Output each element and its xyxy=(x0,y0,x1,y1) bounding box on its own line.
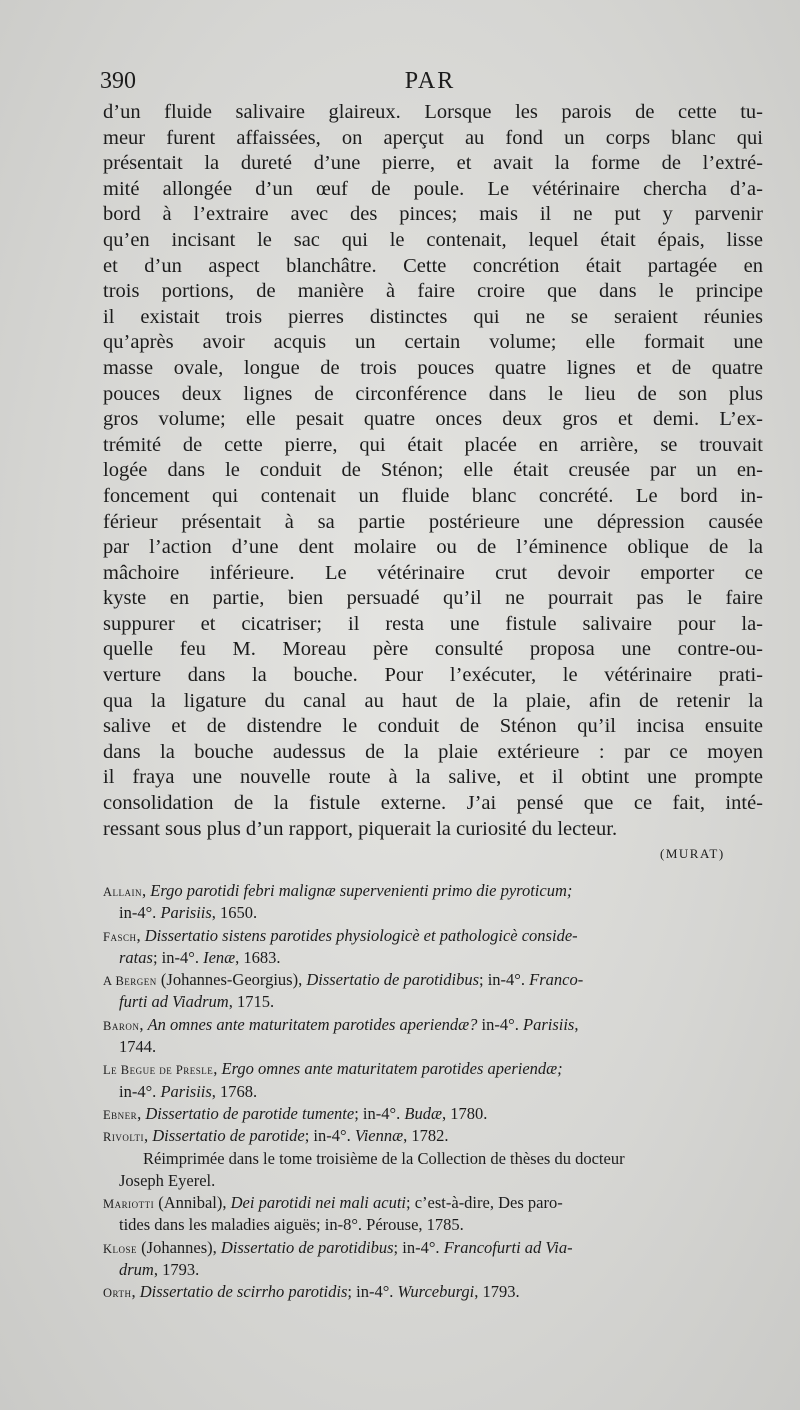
bib-text: , xyxy=(136,925,145,945)
text-line: kyste en partie, bien persuadé qu’il ne pourrait pas le faire xyxy=(103,587,763,610)
bibliography-entry xyxy=(103,1103,763,1125)
bib-author: A Bergen xyxy=(103,974,157,989)
text-line: dans la bouche audessus de la plaie extérieure : par ce moyen xyxy=(103,740,763,763)
bibliography-entry xyxy=(103,880,763,902)
text-line: mâchoire inférieure. Le vétérinaire crut devoir emporter ce xyxy=(103,561,763,584)
text-line: et d’un aspect blanchâtre. Cette concrétion était partagée en xyxy=(103,254,763,277)
bib-title: Dissertatio sistens parotides physiologicè et pathologicè conside- xyxy=(144,925,578,945)
page-header xyxy=(100,62,760,100)
bib-author: Rivolti xyxy=(103,1130,144,1145)
bib-text: Réimprimée dans le tome troisième de la Collection de thèses du docteur xyxy=(143,1148,625,1168)
bib-title: Ergo parotidi febri malignæ supervenienti primo die pyroticum; xyxy=(150,881,573,900)
bib-place: Ienæ xyxy=(203,947,236,967)
bibliography-entry xyxy=(103,925,763,947)
bib-author: Baron xyxy=(103,1018,140,1033)
bib-text: , 1793. xyxy=(474,1282,520,1302)
bibliography-entry xyxy=(103,1192,763,1214)
bib-text: , xyxy=(144,1126,153,1146)
text-line: bord à l’extraire avec des pinces; mais il ne put y parvenir xyxy=(103,203,763,226)
bibliography-entry xyxy=(103,1081,763,1103)
text-line: qua la ligature du canal au haut de la plaie, afin de retenir la xyxy=(103,689,763,712)
bib-text: (Johannes-Georgius), xyxy=(156,970,307,990)
text-line: il existait trois pierres distinctes qui ne se seraient réunies xyxy=(103,305,763,328)
text-line: qu’après avoir acquis un certain volume; elle formait une xyxy=(103,331,763,354)
bib-author: Le Begue de Presle xyxy=(103,1063,214,1078)
bib-text: , xyxy=(142,881,151,900)
bibliography-entry xyxy=(103,947,763,969)
bibliography-entry xyxy=(103,1014,763,1036)
text-line: qu’en incisant le sac qui le contenait, lequel était épais, lisse xyxy=(103,228,763,251)
bib-text: ; in-4°. xyxy=(152,947,204,967)
bibliography-entry xyxy=(103,1058,763,1080)
bib-text: ; in-4°. xyxy=(304,1126,355,1146)
text-line: trémité de cette pierre, qui était placée en arrière, se trouvait xyxy=(103,433,763,456)
bib-place: Parisiis xyxy=(522,1014,575,1034)
bibliography xyxy=(103,880,763,1304)
bib-place: Viennæ xyxy=(354,1126,404,1146)
bib-text: , 1768. xyxy=(211,1081,258,1101)
bib-title: Parisiis xyxy=(160,1081,212,1101)
bib-text: , xyxy=(131,1282,140,1302)
bib-text: 1744. xyxy=(119,1037,157,1057)
text-line: verture dans la bouche. Pour l’exécuter, le vétérinaire prati- xyxy=(103,664,763,687)
bibliography-entry xyxy=(103,991,763,1013)
text-line: quelle feu M. Moreau père consulté proposa une contre-ou- xyxy=(103,638,763,661)
text-line: masse ovale, longue de trois pouces quatre lignes et de quatre xyxy=(103,356,763,379)
text-line: mité allongée d’un œuf de poule. Le vétérinaire chercha d’a- xyxy=(103,177,763,200)
bib-title: Dissertatio de parotidibus xyxy=(220,1237,394,1257)
bib-text: ; in-4°. xyxy=(479,970,530,990)
bibliography-entry xyxy=(103,969,763,991)
bib-place: Franco- xyxy=(529,970,584,990)
bibliography-entry xyxy=(103,1214,763,1236)
bib-text: (Johannes), xyxy=(137,1237,221,1257)
bibliography-entry xyxy=(103,1125,763,1147)
bib-text: , 1782. xyxy=(403,1126,449,1146)
bib-text: , 1650. xyxy=(211,903,258,923)
bib-text: ; in-4°. xyxy=(354,1103,405,1123)
bibliography-entry xyxy=(103,1281,763,1303)
bib-author: Mariotti xyxy=(103,1197,155,1212)
text-line: logée dans le conduit de Sténon; elle était creusée par un en- xyxy=(103,459,763,482)
bib-place: Wurceburgi xyxy=(397,1282,475,1302)
bib-text: ; in-4°. xyxy=(393,1237,444,1257)
bibliography-entry xyxy=(103,1148,763,1170)
bib-text: , xyxy=(574,1014,579,1034)
bib-text: ; in-4°. xyxy=(347,1282,398,1302)
bib-text: Joseph Eyerel. xyxy=(119,1170,216,1190)
running-head: PAR xyxy=(404,68,456,94)
bib-text: in-4°. xyxy=(477,1014,523,1034)
text-line: par l’action d’une dent molaire ou de l’éminence oblique de la xyxy=(103,536,763,559)
bib-text: in-4°. xyxy=(119,903,161,923)
text-line: meur furent affaissées, on aperçut au fond un corps blanc qui xyxy=(103,126,763,149)
bibliography-entry xyxy=(103,1036,763,1058)
text-line: suppurer et cicatriser; il resta une fistule salivaire pour la- xyxy=(103,612,763,635)
bib-text: , 1793. xyxy=(153,1260,200,1280)
bibliography-entry xyxy=(103,1237,763,1259)
bib-author: Allain xyxy=(103,885,143,899)
bib-place: Francofurti ad Via- xyxy=(443,1237,573,1257)
bib-title: Dissertatio de parotide tumente xyxy=(145,1103,355,1123)
bib-author: Orth xyxy=(103,1286,132,1301)
bib-author: Fasch xyxy=(103,929,137,944)
text-line: gros volume; elle pesait quatre onces deux gros et demi. L’ex- xyxy=(103,408,763,431)
bib-text: , 1780. xyxy=(441,1103,488,1123)
bib-text: in-4°. xyxy=(119,1081,161,1101)
text-line: salive et de distendre le conduit de Sténon qu’il incisa ensuite xyxy=(103,715,763,738)
text-line: présentait la dureté d’une pierre, et avait la forme de l’extré- xyxy=(103,152,763,175)
bib-title: Dissertatio de parotide xyxy=(152,1126,305,1146)
bib-title: Dissertatio de parotidibus xyxy=(306,970,479,990)
text-line: consolidation de la fistule externe. J’ai pensé que ce fait, inté- xyxy=(103,792,763,815)
bibliography-entry xyxy=(103,1170,763,1192)
bib-title: furti ad Viadrum xyxy=(119,992,229,1012)
bib-title: An omnes ante maturitatem parotides aperiendæ? xyxy=(147,1014,478,1034)
bib-title: Dei parotidi nei mali acuti xyxy=(230,1193,407,1213)
bib-text: , 1683. xyxy=(235,947,281,967)
bib-text: ; c’est-à-dire, Des paro- xyxy=(406,1193,563,1213)
bib-place: Budæ xyxy=(404,1103,442,1123)
text-line: férieur présentait à sa partie postérieure une dépression causée xyxy=(103,510,763,533)
bib-title: ratas xyxy=(119,947,153,967)
body-text xyxy=(103,100,763,842)
bib-text: , xyxy=(137,1103,146,1123)
bib-text: (Annibal), xyxy=(154,1193,231,1213)
bib-text: tides dans les maladies aiguës; in-8°. Pérouse, 1785. xyxy=(119,1215,464,1235)
page-number: 390 xyxy=(100,68,136,94)
bib-text: , xyxy=(213,1059,222,1079)
bib-text: , xyxy=(139,1014,148,1034)
text-line: trois portions, de manière à faire croire que dans le principe xyxy=(103,280,763,303)
bib-title: drum xyxy=(119,1260,154,1280)
bib-title: Parisiis xyxy=(160,903,212,923)
text-line: il fraya une nouvelle route à la salive, et il obtint une prompte xyxy=(103,766,763,789)
text-line: d’un fluide salivaire glaireux. Lorsque les parois de cette tu- xyxy=(103,101,763,123)
bib-text: , 1715. xyxy=(228,992,275,1012)
bibliography-entry xyxy=(103,1259,763,1281)
bib-title: Ergo omnes ante maturitatem parotides aperiendæ; xyxy=(221,1059,563,1079)
bib-author: Klose xyxy=(103,1241,138,1256)
bib-author: Ebner xyxy=(103,1107,138,1122)
author-signature: (MURAT) xyxy=(660,846,725,861)
bib-title: Dissertatio de scirrho parotidis xyxy=(139,1282,348,1302)
text-line: pouces deux lignes de circonférence dans le lieu de son plus xyxy=(103,382,763,405)
text-line: foncement qui contenait un fluide blanc concrété. Le bord in- xyxy=(103,484,763,507)
text-line: ressant sous plus d’un rapport, piquerait la curiosité du lecteur. xyxy=(103,817,618,840)
bibliography-entry xyxy=(103,902,763,924)
